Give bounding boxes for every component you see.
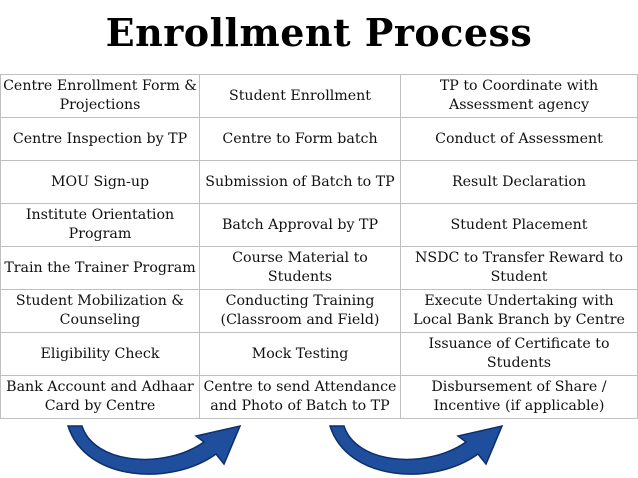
table-cell: Centre to send Attendance and Photo of Batch to TP	[200, 376, 401, 419]
table-cell: Centre Inspection by TP	[1, 118, 200, 161]
table-row	[1, 376, 638, 419]
table-cell: Batch Approval by TP	[200, 204, 401, 247]
table-cell: Submission of Batch to TP	[200, 161, 401, 204]
table-cell: Execute Undertaking with Local Bank Branch by Centre	[401, 290, 638, 333]
table-cell: MOU Sign-up	[1, 161, 200, 204]
curved-arrow-icon	[330, 426, 502, 474]
table-row	[1, 290, 638, 333]
curved-arrow-icon	[64, 424, 254, 478]
table-cell: Issuance of Certificate to Students	[401, 333, 638, 376]
table-cell: Course Material to Students	[200, 247, 401, 290]
table-cell: TP to Coordinate with Assessment agency	[401, 75, 638, 118]
table-cell: Result Declaration	[401, 161, 638, 204]
table-cell: Student Mobilization & Counseling	[1, 290, 200, 333]
table-cell: Centre to Form batch	[200, 118, 401, 161]
table-cell: Student Placement	[401, 204, 638, 247]
enrollment-table	[0, 74, 638, 419]
table-cell: Train the Trainer Program	[1, 247, 200, 290]
table-cell: Mock Testing	[200, 333, 401, 376]
table-cell: Centre Enrollment Form & Projections	[1, 75, 200, 118]
table-row	[1, 161, 638, 204]
table-cell: Eligibility Check	[1, 333, 200, 376]
table-row	[1, 75, 638, 118]
table-cell: Bank Account and Adhaar Card by Centre	[1, 376, 200, 419]
curved-arrow-icon	[68, 426, 240, 474]
table-row	[1, 333, 638, 376]
table-cell: Disbursement of Share / Incentive (if applicable)	[401, 376, 638, 419]
table-cell: Institute Orientation Program	[1, 204, 200, 247]
table-cell: NSDC to Transfer Reward to Student	[401, 247, 638, 290]
table-row	[1, 118, 638, 161]
table-cell: Student Enrollment	[200, 75, 401, 118]
curved-arrow-icon	[326, 424, 516, 478]
table-cell: Conducting Training (Classroom and Field)	[200, 290, 401, 333]
table-cell: Conduct of Assessment	[401, 118, 638, 161]
page-title: Enrollment Process	[105, 10, 533, 55]
table-row	[1, 204, 638, 247]
table-row	[1, 247, 638, 290]
